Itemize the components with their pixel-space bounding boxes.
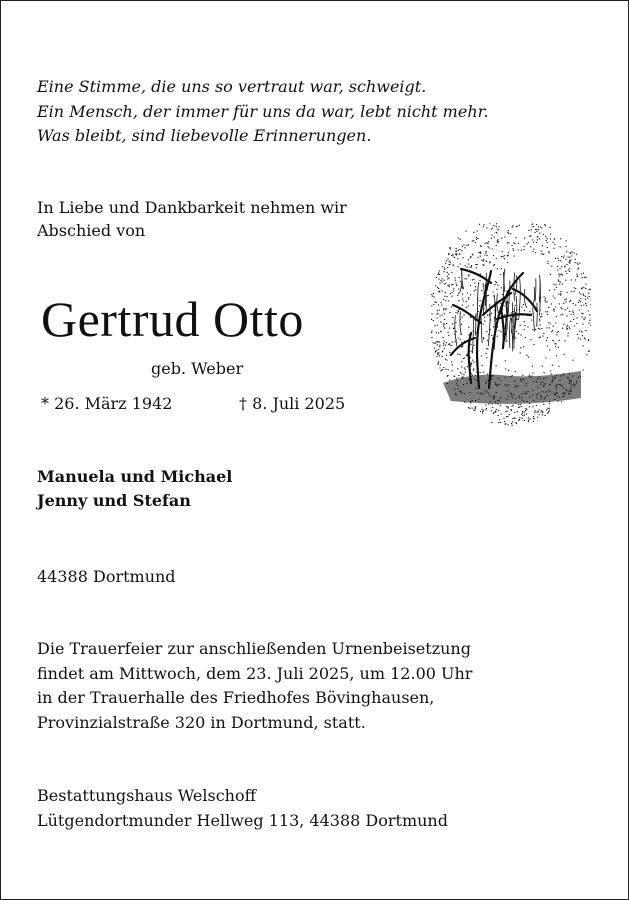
funeral-home-info (37, 784, 448, 833)
death-date: † 8. Juli 2025 (239, 394, 346, 413)
tree-branch (501, 308, 504, 348)
poem-line: Was bleibt, sind liebevolle Erinnerungen. (37, 126, 372, 145)
funeral-home-line: Bestattungshaus Welschoff (37, 786, 256, 805)
birth-date: * 26. März 1942 (41, 394, 173, 413)
farewell-intro (37, 196, 347, 242)
service-line: Die Trauerfeier zur anschließenden Urnenbeisetzung (37, 639, 471, 658)
intro-line: Abschied von (37, 221, 146, 240)
memorial-poem (37, 75, 489, 149)
family-city: 44388 Dortmund (37, 567, 176, 586)
funeral-service-info (37, 637, 472, 735)
service-line: in der Trauerhalle des Friedhofes Bövinghausen, (37, 688, 435, 707)
mourner-line: Manuela und Michael (37, 467, 233, 486)
deceased-name: Gertrud Otto (41, 291, 304, 347)
maiden-name: geb. Weber (151, 359, 244, 378)
funeral-home-line: Lütgendortmunder Hellweg 113, 44388 Dortmund (37, 810, 448, 830)
poem-line: Eine Stimme, die uns so vertraut war, schweigt. (37, 77, 427, 96)
tree-by-water-sketch-icon (431, 223, 591, 433)
mourners-list (37, 465, 232, 513)
poem-line: Ein Mensch, der immer für uns da war, lebt nicht mehr. (37, 101, 489, 121)
service-line: Provinzialstraße 320 in Dortmund, statt. (37, 712, 366, 732)
service-line: findet am Mittwoch, dem 23. Juli 2025, um 12.00 Uhr (37, 663, 473, 683)
intro-line: In Liebe und Dankbarkeit nehmen wir (37, 198, 347, 217)
mourner-line: Jenny und Stefan (37, 491, 191, 510)
